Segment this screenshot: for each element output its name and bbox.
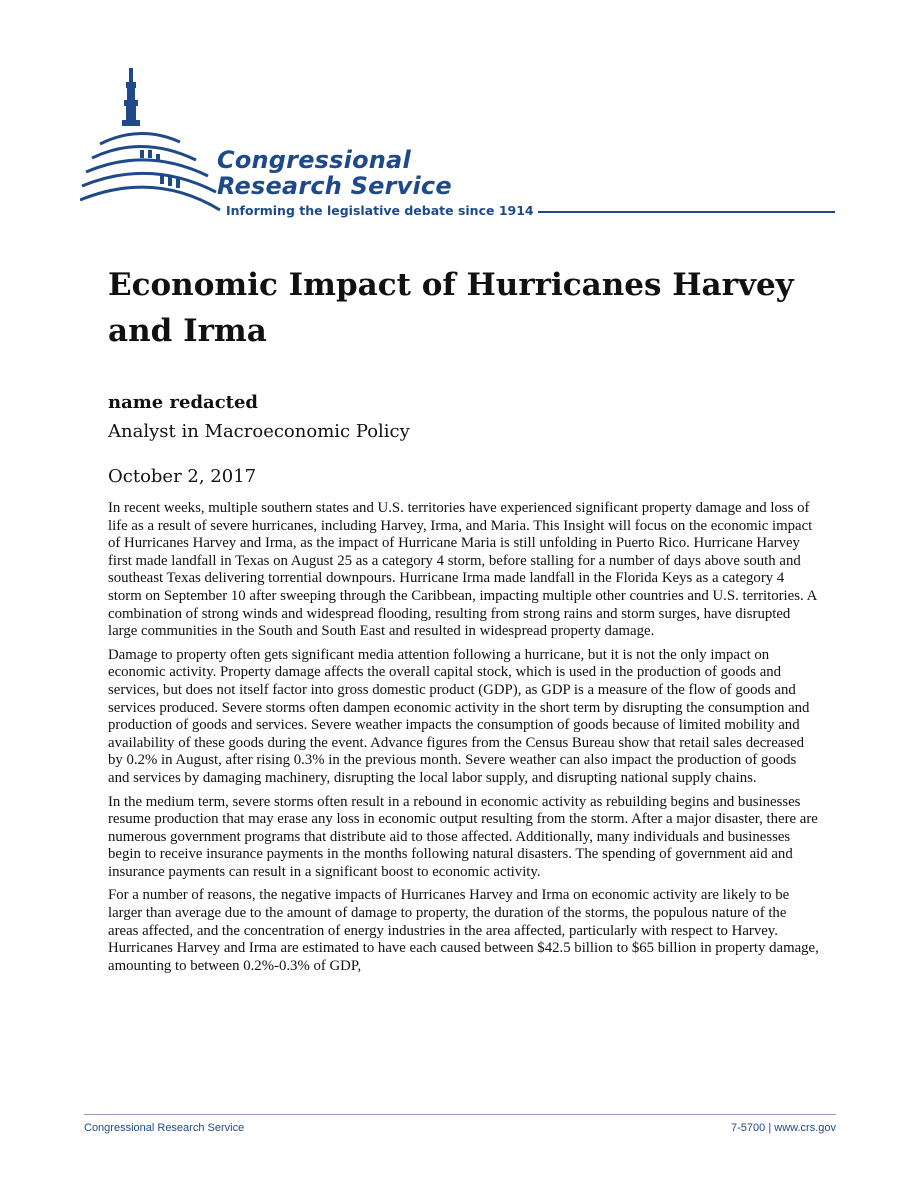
footer-org: Congressional Research Service	[84, 1122, 245, 1134]
document-body	[108, 500, 820, 981]
body-paragraph: In recent weeks, multiple southern states and U.S. territories have experienced significant property damage and loss of life as a result of severe hurricanes, including Harvey, Irma, and Maria. This Insight will focus on the economic impact of Hurricanes Harvey and Irma, as the impact of Hurricane Maria is still unfolding in Puerto Rico. Hurricane Harvey first made landfall in Texas on August 25 as a category 4 storm, before stalling for a number of days above south and southeast Texas delivering torrential downpours. Hurricane Irma made landfall in the Florida Keys as a category 4 storm on September 10 after sweeping through the Caribbean, impacting multiple other countries and U.S. territories. A combination of strong winds and widespread flooding, resulting from strong rains and storm surges, have disrupted large communities in the South and South East and resulted in widespread property damage.	[108, 500, 817, 640]
body-paragraph: In the medium term, severe storms often result in a rebound in economic activity as rebuilding begins and businesses resume production that may erase any loss in economic output resulting from the storm. After a major disaster, there are numerous government programs that distribute aid to those affected. Additionally, many individuals and businesses begin to receive insurance payments in the months following natural disasters. The spending of government aid and insurance payments can result in a significant boost to economic activity.	[108, 793, 818, 880]
org-name-line2: Research Service	[217, 172, 452, 200]
author-role: Analyst in Macroeconomic Policy	[108, 421, 410, 442]
org-tagline: Informing the legislative debate since 1914	[226, 203, 534, 218]
document-title: Economic Impact of Hurricanes Harvey and Irma	[108, 267, 794, 349]
capitol-dome-icon	[80, 62, 230, 222]
footer-id-url: 7-5700 | www.crs.gov	[731, 1122, 836, 1134]
author-name: name redacted	[108, 392, 259, 413]
body-paragraph: For a number of reasons, the negative impacts of Hurricanes Harvey and Irma on economic activity are likely to be larger than average due to the amount of damage to property, the duration of the storms, the populous nature of the areas affected, and the concentration of energy industries in the area affected, particularly with respect to Harvey. Hurricanes Harvey and Irma are estimated to have each caused between $42.5 billion to $65 billion in property damage, amounting to between 0.2%-0.3% of GDP,	[108, 887, 819, 974]
body-paragraph: Damage to property often gets significant media attention following a hurricane, but it is not the only impact on economic activity. Property damage affects the overall capital stock, which is used in the production of goods and services, but does not itself factor into gross domestic product (GDP), as GDP is a measure of the flow of goods and services produced. Severe storms often dampen economic activity in the short term by disrupting the consumption and production of goods and services. Severe weather impacts the consumption of goods because of limited mobility and availability of these goods during the event. Advance figures from the Census Bureau show that retail sales decreased by 0.2% in August, after rising 0.3% in the previous month. Severe weather can also impact the production of goods and services by damaging machinery, disrupting the local labor supply, and disrupting national supply chains.	[108, 646, 810, 786]
footer-rule	[84, 1114, 836, 1115]
crs-logo	[80, 62, 840, 227]
header-rule	[538, 211, 835, 213]
org-name-line1: Congressional	[217, 146, 411, 174]
document-date: October 2, 2017	[108, 466, 257, 487]
